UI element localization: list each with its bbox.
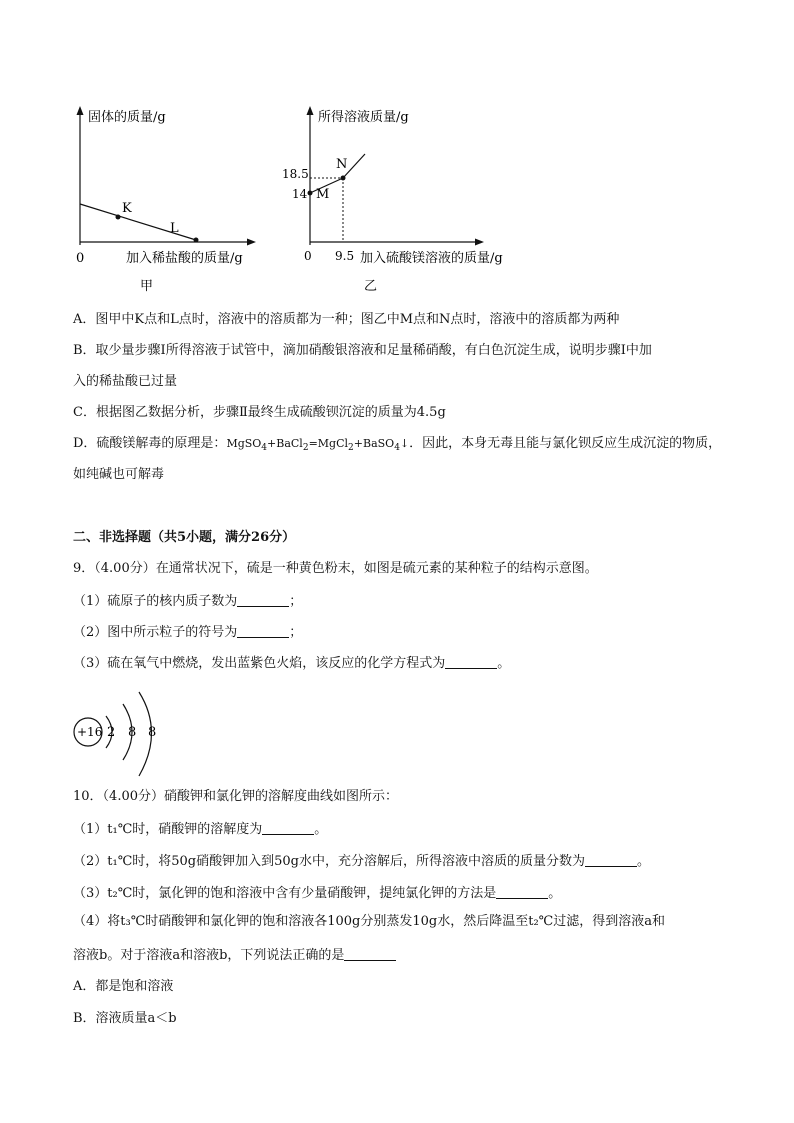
jia-ylabel: 固体的质量/g bbox=[88, 110, 166, 125]
q10-part2-blank[interactable] bbox=[585, 852, 637, 867]
section-title: 二、非选择题（共5小题，满分26分） bbox=[73, 530, 296, 545]
q10-part2-period: 。 bbox=[636, 854, 650, 869]
jia-origin: 0 bbox=[76, 251, 85, 266]
yi-ylabel: 所得溶液质量/g bbox=[318, 110, 409, 125]
option-a: A．图甲中K点和L点时，溶液中的溶质都为一种；图乙中M点和N点时，溶液中的溶质都为两种 bbox=[73, 312, 620, 327]
q10-part3-blank[interactable] bbox=[496, 884, 548, 899]
yi-ytick-185: 18.5 bbox=[282, 167, 309, 181]
q9-part1-semicolon: ； bbox=[289, 594, 303, 609]
jia-point-k-label: K bbox=[122, 201, 132, 216]
q10-part2 bbox=[73, 852, 650, 871]
shell-2-electrons: 8 bbox=[128, 725, 137, 740]
q10-part1 bbox=[73, 820, 327, 839]
q10-option-a: A．都是饱和溶液 bbox=[73, 979, 174, 994]
q9-part3-period: 。 bbox=[497, 656, 511, 671]
q10-part4-text: 溶液b。对于溶液a和溶液b，下列说法正确的是 bbox=[73, 948, 345, 963]
chart-jia bbox=[60, 100, 270, 300]
q10-part3 bbox=[73, 884, 561, 903]
yi-xtick-95: 9.5 bbox=[335, 249, 355, 263]
option-b-line1: B．取少量步骤Ⅰ所得溶液于试管中，滴加硝酸银溶液和足量稀硝酸，有白色沉淀生成，说明步骤Ⅰ中加 bbox=[73, 343, 652, 358]
shell-3-electrons: 8 bbox=[148, 725, 157, 740]
yi-xlabel: 加入硫酸镁溶液的质量/g bbox=[360, 251, 503, 266]
q9-part3 bbox=[73, 654, 510, 673]
q10-part3-period: 。 bbox=[548, 886, 562, 901]
jia-x-arrow bbox=[247, 239, 256, 246]
option-d-line1 bbox=[73, 435, 721, 457]
q9-part2-text: （2）图中所示粒子的符号为 bbox=[73, 625, 238, 640]
q10-part2-text: （2）t₁℃时，将50g硝酸钾加入到50g水中，充分溶解后，所得溶液中溶质的质量分数为 bbox=[73, 854, 585, 869]
option-d-line2: 如纯碱也可解毒 bbox=[73, 467, 165, 482]
nucleus-charge: +16 bbox=[77, 725, 103, 739]
q10-part1-period: 。 bbox=[314, 822, 328, 837]
q9-part1-blank[interactable] bbox=[237, 592, 289, 607]
option-d-equation: MgSO$_4$+BaCl$_2$=MgCl$_2$+BaSO$_4$↓ bbox=[226, 437, 410, 454]
q10-part4-blank[interactable] bbox=[344, 946, 396, 961]
yi-x-arrow bbox=[475, 239, 484, 246]
sulfur-ion-diagram bbox=[66, 688, 166, 780]
option-d-prefix: D．硫酸镁解毒的原理是： bbox=[73, 436, 227, 451]
q10-stem: 10．（4.00分）硝酸钾和氯化钾的溶解度曲线如图所示： bbox=[73, 789, 398, 804]
jia-point-k bbox=[116, 215, 121, 220]
q10-part1-text: （1）t₁℃时，硝酸钾的溶解度为 bbox=[73, 822, 263, 837]
chart-yi bbox=[278, 100, 528, 300]
yi-ytick-14: 14 bbox=[292, 187, 308, 201]
q10-option-b: B．溶液质量a＜b bbox=[73, 1011, 177, 1026]
q9-part3-blank[interactable] bbox=[445, 654, 497, 669]
yi-point-n bbox=[341, 176, 346, 181]
q9-part3-text: （3）硫在氧气中燃烧，发出蓝紫色火焰，该反应的化学方程式为 bbox=[73, 656, 446, 671]
jia-point-l-label: L bbox=[170, 221, 179, 236]
q10-part4-line1: （4）将t₃℃时硝酸钾和氯化钾的饱和溶液各100g分别蒸发10g水，然后降温至t₂℃过滤，得到溶液a和 bbox=[73, 914, 665, 929]
q10-part4-line2 bbox=[73, 946, 396, 965]
q10-part1-blank[interactable] bbox=[262, 820, 314, 835]
q10-part3-text: （3）t₂℃时，氯化钾的饱和溶液中含有少量硝酸钾，提纯氯化钾的方法是 bbox=[73, 886, 497, 901]
q9-part1-text: （1）硫原子的核内质子数为 bbox=[73, 594, 238, 609]
option-b-line2: 入的稀盐酸已过量 bbox=[73, 374, 178, 389]
yi-point-n-label: N bbox=[336, 157, 348, 172]
jia-title: 甲 bbox=[140, 279, 154, 294]
yi-point-m bbox=[308, 191, 313, 196]
yi-origin: 0 bbox=[304, 249, 312, 263]
jia-y-arrow bbox=[77, 106, 84, 115]
option-c: C．根据图乙数据分析，步骤Ⅱ最终生成硫酸钡沉淀的质量为4.5g bbox=[73, 405, 446, 420]
q9-part2-blank[interactable] bbox=[237, 623, 289, 638]
jia-xlabel: 加入稀盐酸的质量/g bbox=[126, 251, 243, 266]
yi-title: 乙 bbox=[364, 279, 378, 294]
q9-part2-semicolon: ； bbox=[289, 625, 303, 640]
shell-1-electrons: 2 bbox=[107, 725, 116, 740]
q9-part2 bbox=[73, 623, 302, 642]
option-d-suffix: ．因此，本身无毒且能与氯化钡反应生成沉淀的物质， bbox=[409, 436, 722, 451]
yi-point-m-label: M bbox=[316, 187, 330, 202]
q9-stem: 9．（4.00分）在通常状况下，硫是一种黄色粉末，如图是硫元素的某种粒子的结构示意图。 bbox=[73, 561, 598, 576]
q9-part1 bbox=[73, 592, 302, 611]
yi-y-arrow bbox=[307, 106, 314, 115]
jia-point-l bbox=[194, 238, 199, 243]
